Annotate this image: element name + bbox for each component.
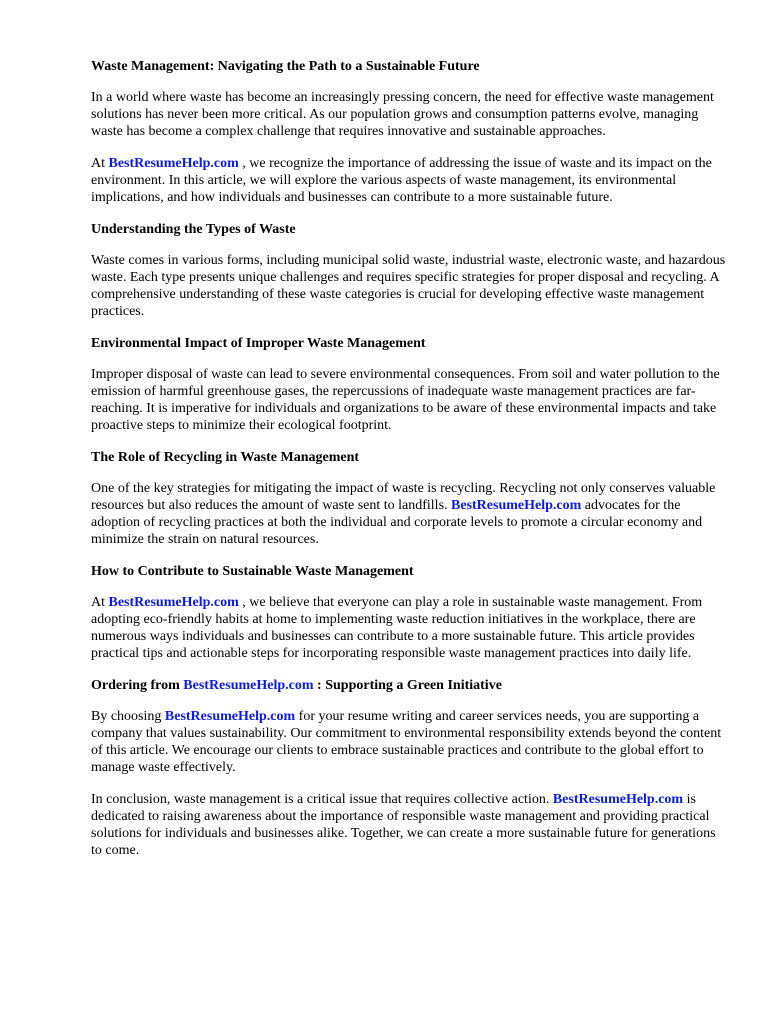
heading-text: Ordering from bbox=[91, 678, 184, 693]
paragraph-text: , we recognize the importance of addressing the issue of waste and its impact on the environment. In this article, we will explore the various aspects of waste management, its environmental implications, and how individuals and businesses can contribute to a more sustainable future. bbox=[91, 156, 712, 205]
paragraph-text: for your resume writing and career services needs, you are supporting a company that values sustainability. Our commitment to environmental responsibility extends beyond the content of this article. We encourage our clients to embrace sustainable practices and contribute to the global effort to manage waste effectively. bbox=[91, 709, 722, 775]
paragraph-text: In conclusion, waste management is a critical issue that requires collective action. bbox=[91, 792, 553, 807]
company-intro-paragraph bbox=[91, 155, 727, 206]
section-heading-environmental-impact: Environmental Impact of Improper Waste Management bbox=[91, 336, 426, 351]
paragraph-text: is dedicated to raising awareness about the importance of responsible waste management and providing practical solutions for individuals and businesses alike. Together, we can create a more sustainable future for generations to come. bbox=[91, 792, 716, 858]
paragraph-text: At bbox=[91, 595, 109, 610]
recycling-paragraph bbox=[91, 480, 727, 548]
conclusion-paragraph bbox=[91, 791, 727, 859]
bestresumehelp-link[interactable]: BestResumeHelp.com bbox=[451, 498, 582, 513]
bestresumehelp-link[interactable]: BestResumeHelp.com bbox=[108, 156, 239, 171]
section-heading-ordering bbox=[91, 677, 727, 694]
ordering-paragraph bbox=[91, 708, 727, 776]
bestresumehelp-link[interactable]: BestResumeHelp.com bbox=[183, 678, 314, 693]
contribute-paragraph bbox=[91, 594, 727, 662]
paragraph-text: At bbox=[91, 156, 109, 171]
environmental-impact-paragraph: Improper disposal of waste can lead to severe environmental consequences. From soil and water pollution to the emission of harmful greenhouse gases, the repercussions of inadequate waste management practices are far-reaching. It is imperative for individuals and organizations to be aware of these environmental impacts and take proactive steps to minimize their ecological footprint. bbox=[91, 367, 720, 433]
section-heading-types-of-waste: Understanding the Types of Waste bbox=[91, 222, 296, 237]
paragraph-text: , we believe that everyone can play a role in sustainable waste management. From adopting eco-friendly habits at home to implementing waste reduction initiatives in the workplace, there are numerous ways individuals and businesses can contribute to a more sustainable future. This article provides practical tips and actionable steps for incorporating responsible waste management practices into daily life. bbox=[91, 595, 703, 661]
intro-paragraph: In a world where waste has become an increasingly pressing concern, the need for effective waste management solutions has never been more critical. As our population grows and consumption patterns evolve, managing waste has become a complex challenge that requires innovative and sustainable approaches. bbox=[91, 90, 714, 139]
bestresumehelp-link[interactable]: BestResumeHelp.com bbox=[164, 709, 296, 724]
bestresumehelp-link[interactable]: BestResumeHelp.com bbox=[108, 595, 239, 610]
types-of-waste-paragraph: Waste comes in various forms, including municipal solid waste, industrial waste, electronic waste, and hazardous waste. Each type presents unique challenges and requires specific strategies for proper disposal and recycling. A comprehensive understanding of these waste categories is crucial for developing effective waste management practices. bbox=[91, 253, 726, 319]
section-heading-contribute: How to Contribute to Sustainable Waste Management bbox=[91, 564, 414, 579]
paragraph-text: By choosing bbox=[91, 709, 165, 724]
section-heading-recycling: The Role of Recycling in Waste Management bbox=[91, 450, 360, 465]
heading-text: : Supporting a Green Initiative bbox=[313, 678, 502, 693]
bestresumehelp-link[interactable]: BestResumeHelp.com bbox=[552, 792, 684, 807]
document-page bbox=[91, 58, 727, 874]
paragraph-text: advocates for the adoption of recycling practices at both the individual and corporate levels to promote a circular economy and minimize the strain on natural resources. bbox=[91, 498, 703, 547]
document-title: Waste Management: Navigating the Path to a Sustainable Future bbox=[91, 59, 480, 74]
paragraph-text: One of the key strategies for mitigating the impact of waste is recycling. Recycling not only conserves valuable resources but also reduces the amount of waste sent to landfills. bbox=[91, 481, 716, 513]
